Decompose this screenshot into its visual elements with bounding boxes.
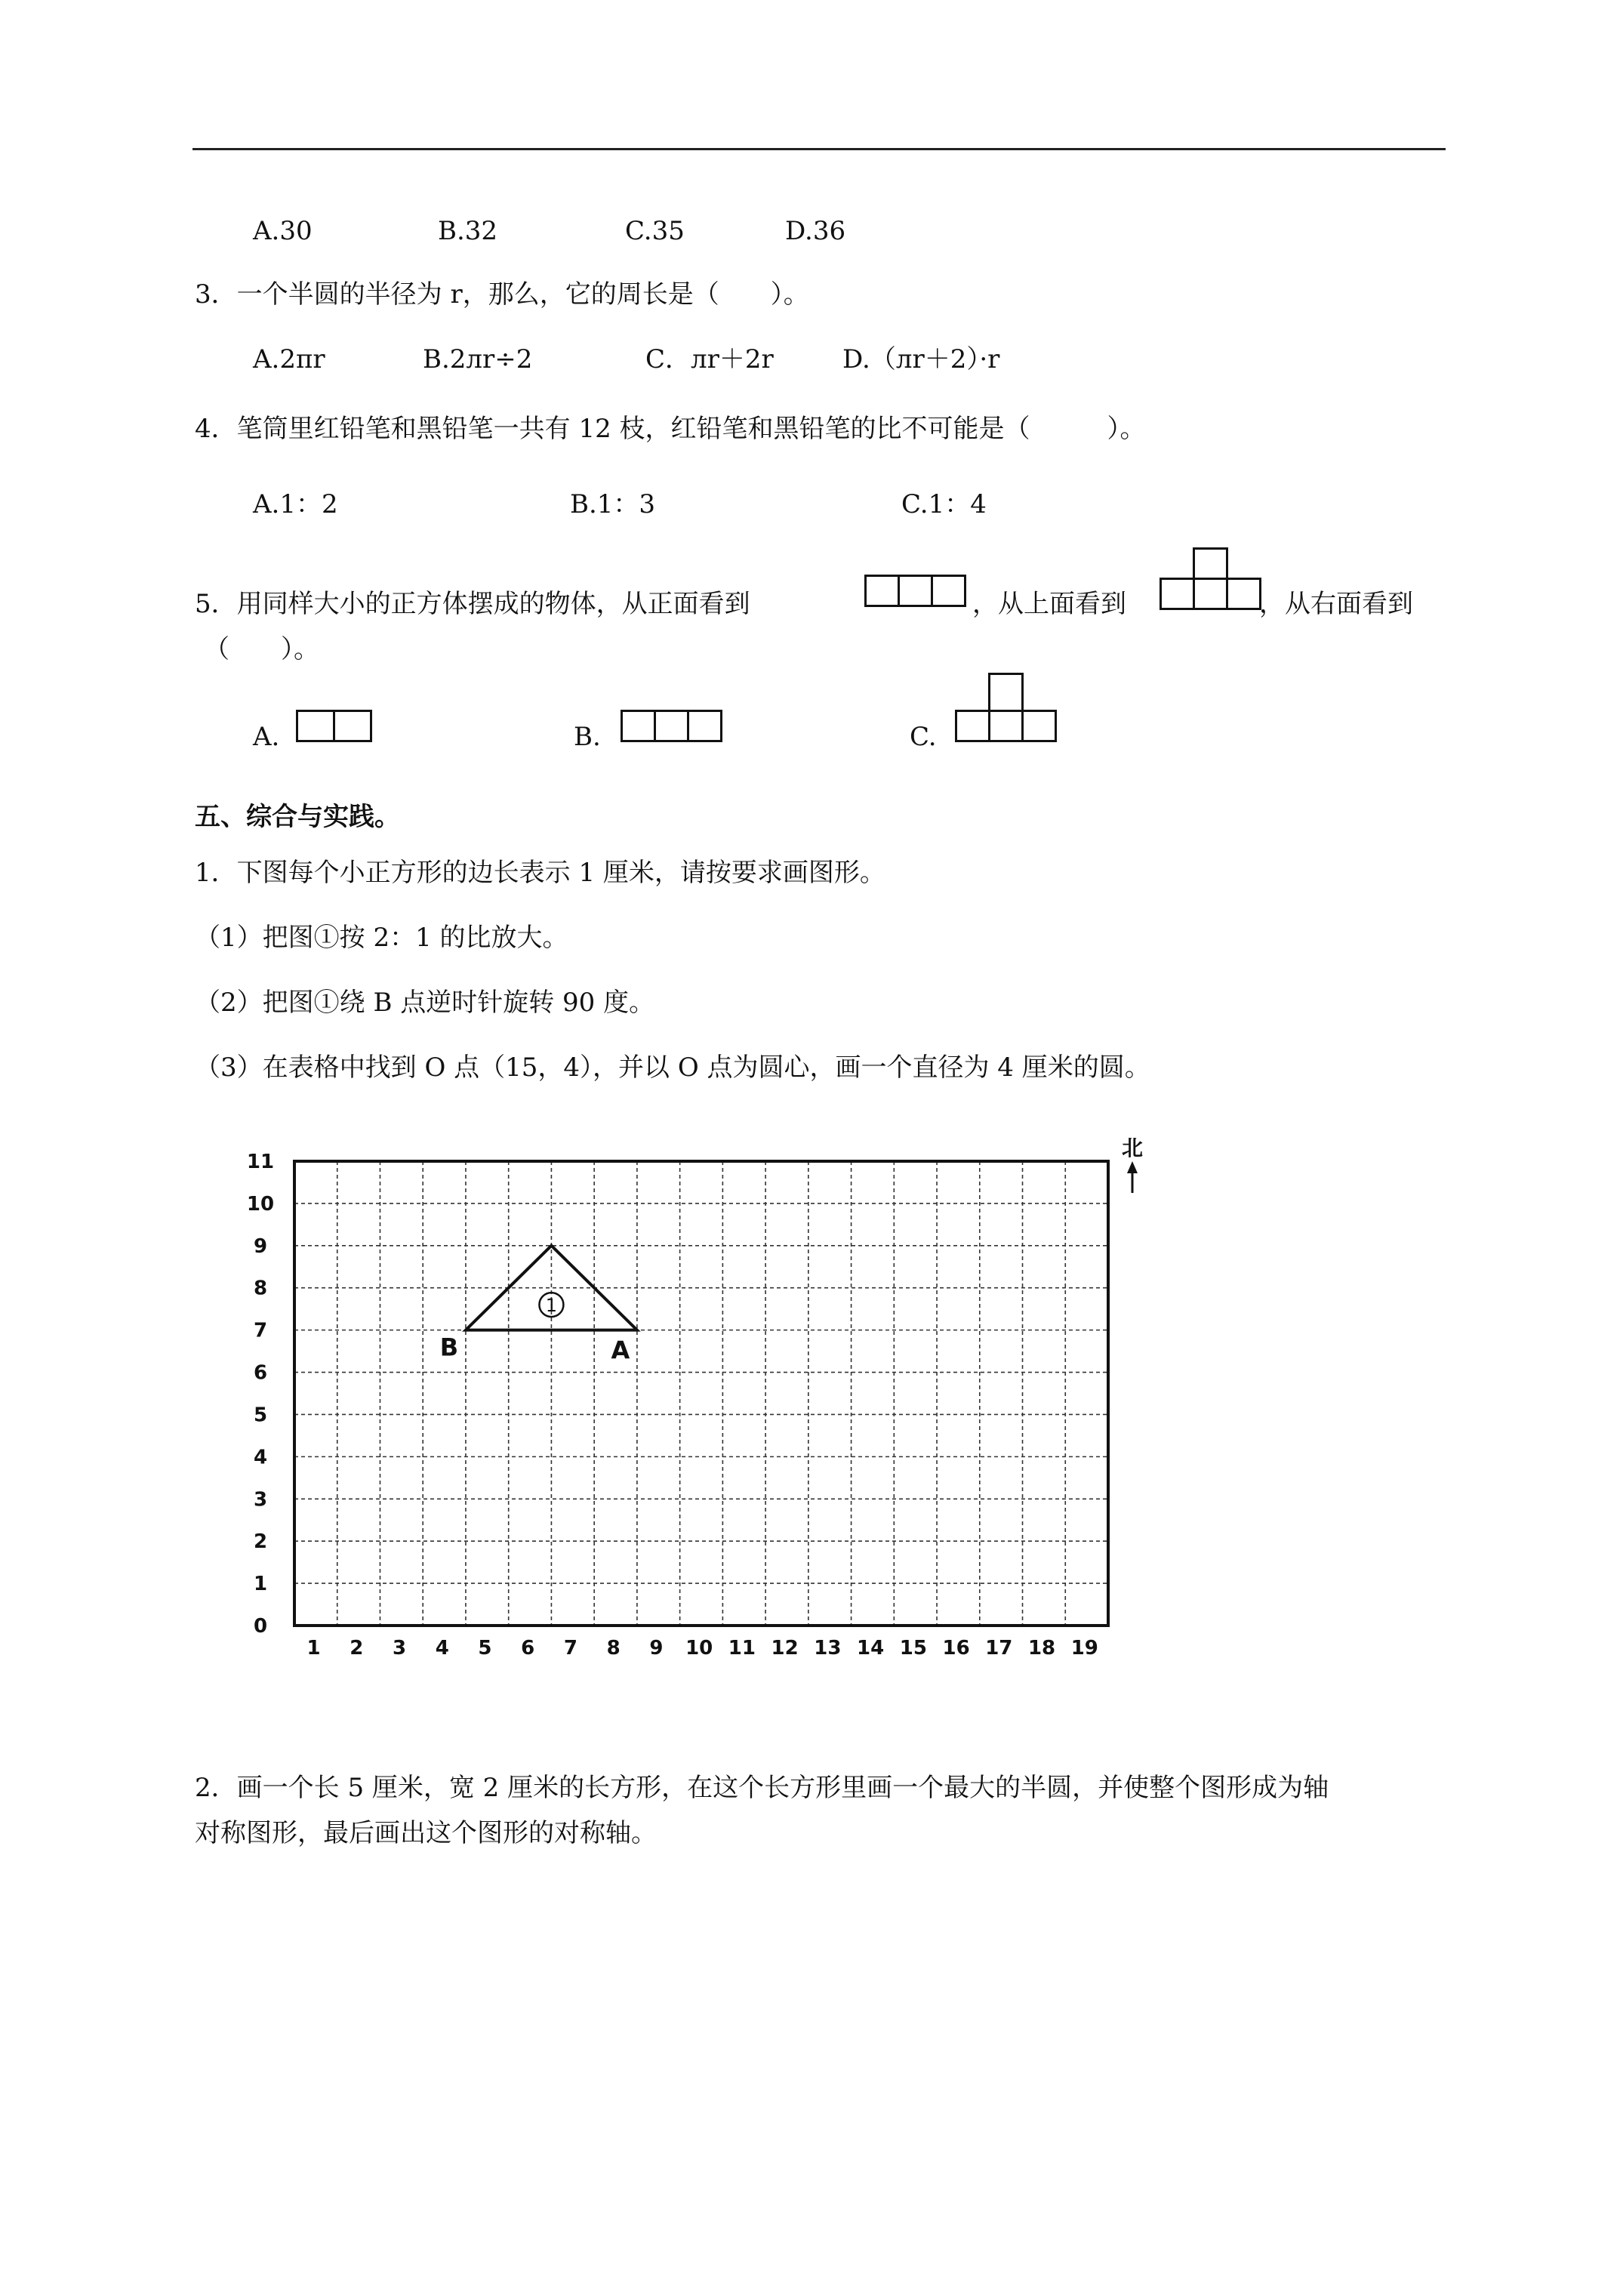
x-tick-label: 18 <box>1027 1637 1056 1660</box>
point-b-label: B <box>439 1333 459 1362</box>
grid-border <box>294 1161 1108 1626</box>
q4-stem: 4．笔筒里红铅笔和黑铅笔一共有 12 枝，红铅笔和黑铅笔的比不可能是（ ）。 <box>195 414 1146 444</box>
q5-stem-top: ，从上面看到 <box>972 589 1126 619</box>
y-tick-label: 3 <box>253 1488 268 1512</box>
x-tick-label: 16 <box>942 1637 970 1660</box>
x-tick-label: 17 <box>985 1637 1013 1660</box>
y-tick-label: 5 <box>253 1404 268 1427</box>
q4-option-c: C.1：4 <box>901 489 987 519</box>
x-tick-label: 10 <box>685 1637 713 1660</box>
q2-option-b: B.32 <box>438 216 498 246</box>
point-a-label: A <box>611 1336 630 1365</box>
x-tick-label: 6 <box>521 1637 535 1660</box>
y-tick-label: 9 <box>253 1234 268 1258</box>
x-tick-label: 2 <box>350 1637 364 1660</box>
s5-q1-part3: （3）在表格中找到 O 点（15，4），并以 O 点为圆心，画一个直径为 4 厘米的圆。 <box>195 1052 1150 1083</box>
x-tick-label: 19 <box>1070 1637 1098 1660</box>
x-tick-label: 15 <box>899 1637 927 1660</box>
s5-q1-part2: （2）把图①绕 B 点逆时针旋转 90 度。 <box>195 988 655 1018</box>
q3-option-b: B.2лr÷2 <box>423 344 533 374</box>
s5-q1-part1: （1）把图①按 2：1 的比放大。 <box>195 923 568 953</box>
q5-stem-right: ，从右面看到 <box>1259 589 1413 619</box>
q5-stem-end: （ ）。 <box>204 634 319 664</box>
y-tick-label: 6 <box>253 1361 268 1385</box>
x-tick-label: 5 <box>478 1637 492 1660</box>
north-arrow-icon <box>1127 1161 1138 1173</box>
q3-option-a: A.2πr <box>253 344 325 374</box>
q5-option-b-label: B. <box>574 722 601 752</box>
y-tick-label: 2 <box>253 1530 268 1554</box>
s5-q2-line2: 对称图形，最后画出这个图形的对称轴。 <box>195 1818 657 1848</box>
x-tick-label: 8 <box>606 1637 621 1660</box>
q5-option-a-label: A. <box>253 722 280 752</box>
y-tick-label: 1 <box>253 1573 268 1596</box>
north-label: 北 <box>1121 1136 1144 1160</box>
x-tick-label: 14 <box>857 1637 885 1660</box>
x-tick-label: 3 <box>392 1637 407 1660</box>
x-tick-label: 12 <box>771 1637 799 1660</box>
q3-option-c: C．лr＋2r <box>645 344 774 374</box>
x-tick-label: 7 <box>563 1637 577 1660</box>
y-tick-label: 7 <box>253 1319 268 1342</box>
q5-option-c-label: C. <box>910 722 937 752</box>
y-tick-label: 4 <box>253 1446 268 1469</box>
q2-option-a: A.30 <box>253 216 313 246</box>
y-tick-label: 8 <box>253 1277 268 1300</box>
s5-q2-line1: 2．画一个长 5 厘米，宽 2 厘米的长方形，在这个长方形里画一个最大的半圆，并使整个图形成为轴 <box>195 1773 1329 1803</box>
x-tick-label: 9 <box>649 1637 664 1660</box>
q3-stem: 3．一个半圆的半径为 r，那么，它的周长是（ ）。 <box>195 279 809 310</box>
q4-option-b: B.1：3 <box>570 489 656 519</box>
y-tick-label: 10 <box>246 1192 275 1216</box>
q5-stem-front: 5．用同样大小的正方体摆成的物体，从正面看到 <box>195 589 750 619</box>
x-tick-label: 4 <box>435 1637 449 1660</box>
triangle-number-label: 1 <box>545 1295 558 1317</box>
q4-option-a: A.1：2 <box>253 489 338 519</box>
x-tick-label: 1 <box>306 1637 321 1660</box>
section-heading: 五、综合与实践。 <box>195 802 400 832</box>
y-tick-label: 11 <box>246 1151 275 1173</box>
s5-q1-stem: 1．下图每个小正方形的边长表示 1 厘米，请按要求画图形。 <box>195 858 885 888</box>
x-tick-label: 11 <box>728 1637 756 1660</box>
q2-option-d: D.36 <box>785 216 846 246</box>
q3-option-d: D.（лr＋2）·r <box>842 344 1000 374</box>
q2-option-c: C.35 <box>625 216 685 246</box>
y-tick-label: 0 <box>253 1615 268 1638</box>
x-tick-label: 13 <box>814 1637 842 1660</box>
